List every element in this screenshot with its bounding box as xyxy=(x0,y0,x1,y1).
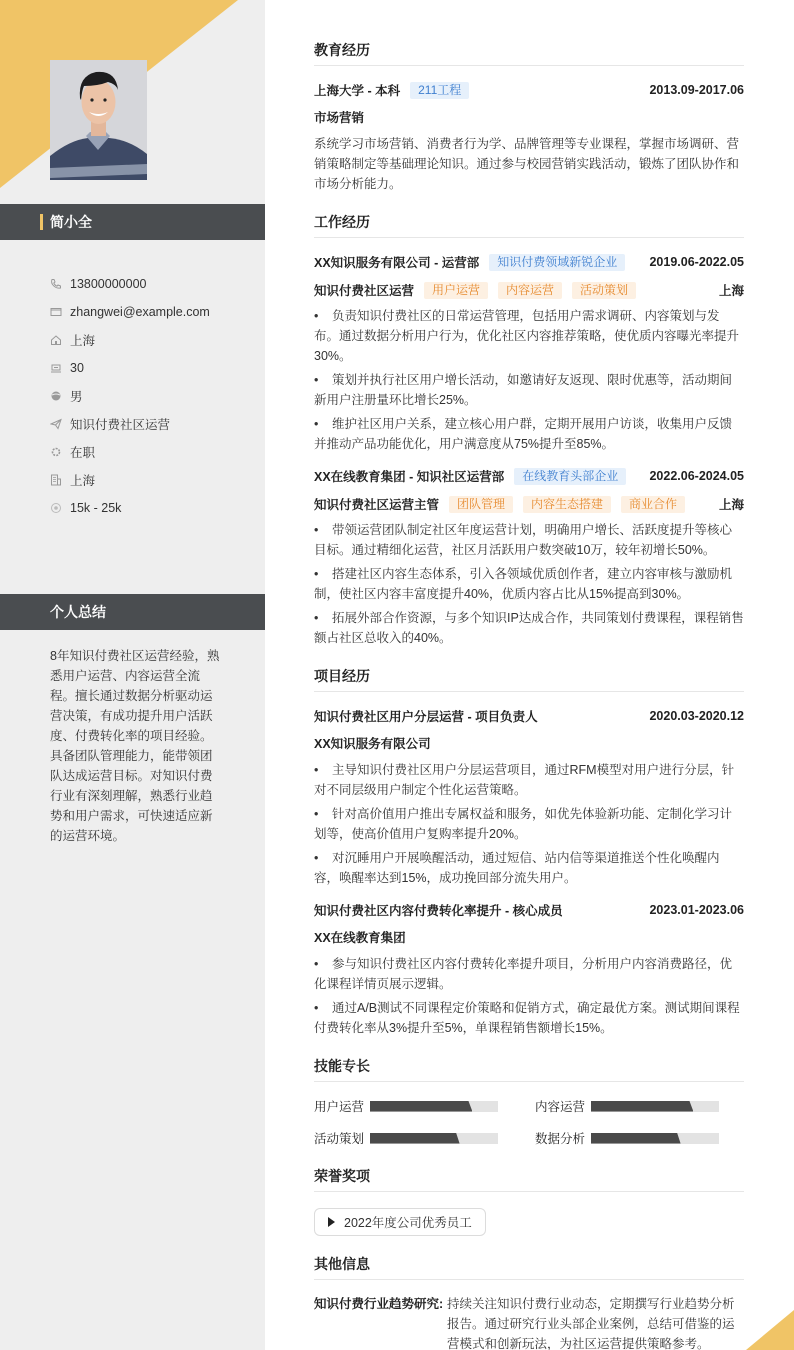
contact-phone: 13800000000 xyxy=(50,270,260,298)
main-content xyxy=(314,40,744,1350)
section-title: 其他信息 xyxy=(314,1254,744,1280)
send-icon xyxy=(50,418,62,430)
school-tag: 211工程 xyxy=(410,82,469,99)
company-tag: 在线教育头部企业 xyxy=(514,468,626,485)
contact-salary: 15k - 25k xyxy=(50,494,260,522)
bullet-item: • 针对高价值用户推出专属权益和服务，如优先体验新功能、定制化学习计划等，使高价值用户复购率提升20%。 xyxy=(314,807,733,841)
candidate-name: 简小全 xyxy=(50,214,92,230)
section-title: 技能专长 xyxy=(314,1056,744,1082)
skill-tag: 用户运营 xyxy=(424,282,488,299)
contact-work-city: 上海 xyxy=(50,466,260,494)
contact-status: 在职 xyxy=(50,438,260,466)
project-name: 知识付费社区内容付费转化率提升 - 核心成员 xyxy=(314,904,563,918)
skill-bar xyxy=(370,1101,498,1112)
bullet-item: • 对沉睡用户开展唤醒活动，通过短信、站内信等渠道推送个性化唤醒内容，唤醒率达到15%，成功挽回部分流失用户。 xyxy=(314,851,720,885)
decorative-corner xyxy=(746,1310,794,1350)
section-title: 教育经历 xyxy=(314,40,744,66)
bullet-item: • 搭建社区内容生态体系，引入各领域优质创作者，建立内容审核与激励机制，使社区内容丰富度提升40%，优质内容占比从15%提高到30%。 xyxy=(314,567,733,601)
mail-icon xyxy=(50,306,62,318)
sidebar xyxy=(0,0,265,1350)
education-desc: 系统学习市场营销、消费者行为学、品牌管理等专业课程，掌握市场调研、营销策略制定等基础理论知识。通过参与校园营销实践活动，锻炼了团队协作和市场分析能力。 xyxy=(314,137,740,191)
section-title: 项目经历 xyxy=(314,666,744,692)
project-name: 知识付费社区用户分层运营 - 项目负责人 xyxy=(314,710,538,724)
summary-text: 8年知识付费社区运营经验，熟悉用户运营、内容运营全流程。擅长通过数据分析驱动运营决策，有成功提升用户活跃度、付费转化率的项目经验。具备团队管理能力，能带领团队达成运营目标。对知识付费行业有深刻理解，熟悉行业趋势和用户需求，可快速适应新的运营环境。 xyxy=(50,649,220,843)
building-icon xyxy=(50,474,62,486)
project-org: XX知识服务有限公司 xyxy=(314,737,431,751)
education-date: 2013.09-2017.06 xyxy=(649,83,744,97)
award-item[interactable]: 2022年度公司优秀员工 xyxy=(314,1208,486,1236)
job-role: 知识付费社区运营主管 xyxy=(314,498,440,512)
work-city: 上海 xyxy=(718,284,744,298)
name-bar xyxy=(0,204,265,240)
bullet-item: • 通过A/B测试不同课程定价策略和促销方式，确定最优方案。测试期间课程付费转化率从3%提升至5%，单课程销售额增长15%。 xyxy=(314,1001,740,1035)
skill-bar xyxy=(370,1133,498,1144)
projects-section xyxy=(314,666,744,1038)
work-city: 上海 xyxy=(718,498,744,512)
skill-item: 活动策划 xyxy=(314,1128,535,1148)
awards-section xyxy=(314,1166,744,1236)
salary-icon xyxy=(50,502,62,514)
other-section xyxy=(314,1254,744,1350)
other-value: 持续关注知识付费行业动态，定期撰写行业趋势分析报告。通过研究行业头部企业案例，总结可借鉴的运营模式和创新玩法，为社区运营提供策略参考。 xyxy=(447,1297,735,1350)
skill-bar xyxy=(591,1101,719,1112)
project-date: 2020.03-2020.12 xyxy=(649,709,744,723)
bullet-item: • 带领运营团队制定社区年度运营计划，明确用户增长、活跃度提升等核心目标。通过精细化运营，社区月活跃用户数突破10万，较年初增长50%。 xyxy=(314,523,733,557)
job-role: 知识付费社区运营 xyxy=(314,284,415,298)
company-tag: 知识付费领域新锐企业 xyxy=(489,254,625,271)
contact-job-target: 知识付费社区运营 xyxy=(50,410,260,438)
major: 市场营销 xyxy=(314,111,365,125)
other-key: 知识付费行业趋势研究: xyxy=(314,1297,444,1311)
bullet-item: • 负责知识付费社区的日常运营管理，包括用户需求调研、内容策划与发布。通过数据分析用户行为，优化社区内容推荐策略，使优质内容曝光率提升30%。 xyxy=(314,309,740,363)
education-section xyxy=(314,40,744,194)
phone-icon xyxy=(50,278,62,290)
avatar xyxy=(50,60,147,180)
bullet-item: • 维护社区用户关系，建立核心用户群，定期开展用户访谈，收集用户反馈并推动产品功能优化，用户满意度从75%提升至85%。 xyxy=(314,417,733,451)
section-title: 荣誉奖项 xyxy=(314,1166,744,1192)
skills-section xyxy=(314,1056,744,1148)
education-header-row xyxy=(314,80,744,100)
bullet-item: • 拓展外部合作资源，与多个知识IP达成合作，共同策划付费课程，课程销售额占社区总收入的40%。 xyxy=(314,611,744,645)
skill-item: 内容运营 xyxy=(535,1096,744,1116)
skill-item: 数据分析 xyxy=(535,1128,744,1148)
skill-tag: 内容运营 xyxy=(498,282,562,299)
company-name: XX在线教育集团 - 知识社区运营部 xyxy=(314,470,505,484)
skill-tag: 活动策划 xyxy=(572,282,636,299)
skill-tag: 团队管理 xyxy=(449,496,513,513)
bullet-item: • 参与知识付费社区内容付费转化率提升项目，分析用户内容消费路径，优化课程详情页展示逻辑。 xyxy=(314,957,733,991)
play-icon xyxy=(328,1217,335,1227)
project-date: 2023.01-2023.06 xyxy=(649,903,744,917)
bullet-item: • 策划并执行社区用户增长活动，如邀请好友返现、限时优惠等，活动期间新用户注册量环比增长25%。 xyxy=(314,373,733,407)
company-name: XX知识服务有限公司 - 运营部 xyxy=(314,256,480,270)
summary-header: 个人总结 xyxy=(0,594,265,630)
gender-icon xyxy=(50,390,62,402)
project-org: XX在线教育集团 xyxy=(314,931,406,945)
status-icon xyxy=(50,446,62,458)
skill-item: 用户运营 xyxy=(314,1096,535,1116)
work-date: 2022.06-2024.05 xyxy=(649,469,744,483)
work-date: 2019.06-2022.05 xyxy=(649,255,744,269)
contact-email: zhangwei@example.com xyxy=(50,298,260,326)
skill-tag: 商业合作 xyxy=(621,496,685,513)
name-accent-bar xyxy=(40,214,43,230)
work-item xyxy=(314,252,744,454)
contact-age: 30 xyxy=(50,354,260,382)
home-icon xyxy=(50,334,62,346)
skill-bar xyxy=(591,1133,719,1144)
work-section xyxy=(314,212,744,648)
project-item xyxy=(314,900,744,1038)
age-icon xyxy=(50,362,62,374)
project-item xyxy=(314,706,744,888)
contact-gender: 男 xyxy=(50,382,260,410)
bullet-item: • 主导知识付费社区用户分层运营项目，通过RFM模型对用户进行分层，针对不同层级用户制定个性化运营策略。 xyxy=(314,763,735,797)
school-name: 上海大学 - 本科 xyxy=(314,84,401,98)
section-title: 工作经历 xyxy=(314,212,744,238)
contact-location: 上海 xyxy=(50,326,260,354)
contact-list xyxy=(50,270,260,522)
work-item xyxy=(314,466,744,648)
skill-tag: 内容生态搭建 xyxy=(523,496,611,513)
